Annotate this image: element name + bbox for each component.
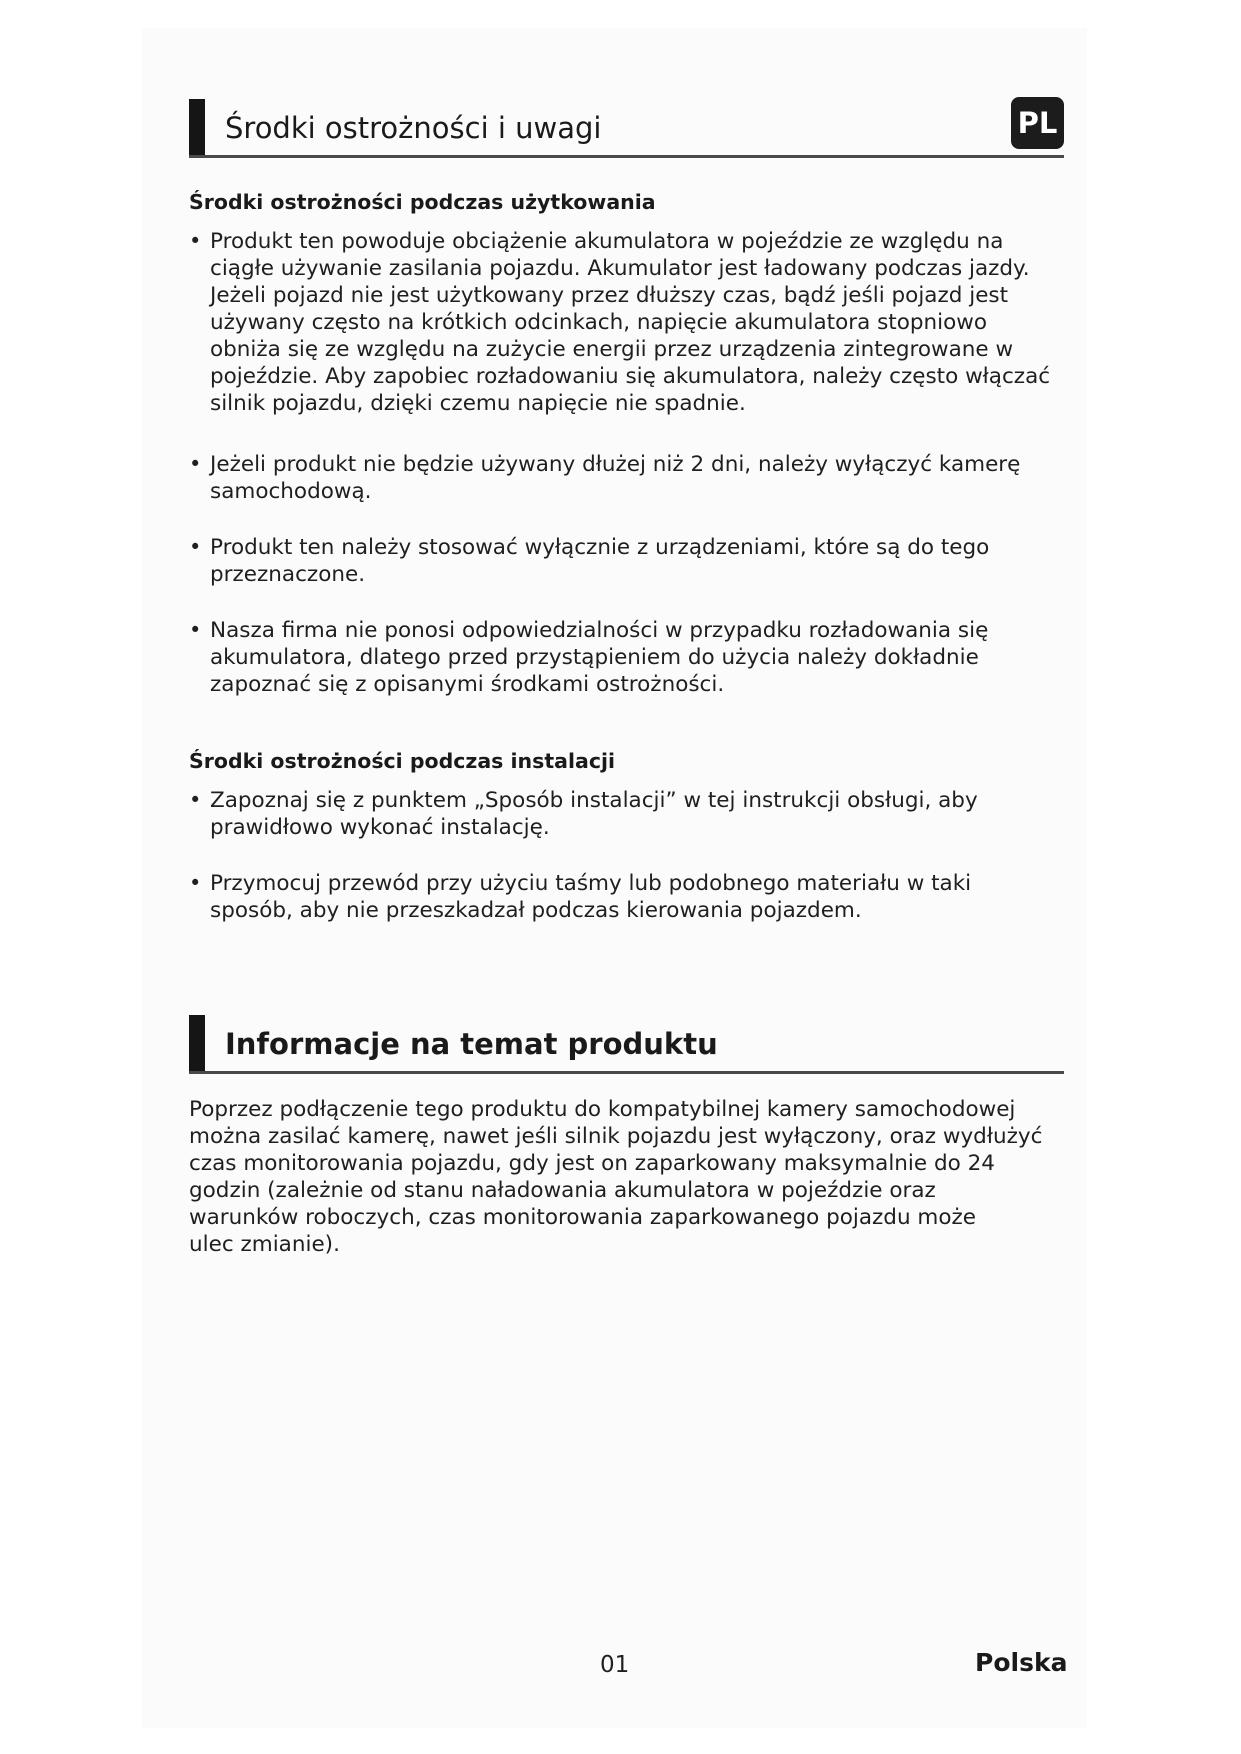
bullet-icon: • xyxy=(189,788,202,812)
list-item xyxy=(189,617,1069,698)
subheading-usage: Środki ostrożności podczas użytkowania xyxy=(189,190,656,214)
list-item xyxy=(189,228,1069,417)
bullet-icon: • xyxy=(189,452,202,476)
list-item xyxy=(189,451,1069,505)
language-badge: PL xyxy=(1011,97,1064,149)
product-info-paragraph: Poprzez podłączenie tego produktu do kompatybilnej kamery samochodowej można zasilać kamerę, nawet jeśli silnik pojazdu jest wyłączony, oraz wydłużyć czas monitorowania pojazdu, gdy jest on zaparkowany maksymalnie do 24 godzin (zależnie od stanu naładowania akumulatora w pojeździe oraz warunków roboczych, czas monitorowania zaparkowanego pojazdu może ulec zmianie). xyxy=(189,1097,1043,1257)
section-title: Środki ostrożności i uwagi xyxy=(225,111,602,145)
section-heading-product-info xyxy=(189,1015,1064,1074)
footer-language-label: Polska xyxy=(975,1648,1068,1677)
bullet-icon: • xyxy=(189,229,202,253)
list-item xyxy=(189,534,1069,588)
list-item-text: Nasza firma nie ponosi odpowiedzialności w przypadku rozładowania się akumulatora, dlatego przed przystąpieniem do użycia należy dokładnie zapoznać się z opisanymi środkami ostrożności. xyxy=(210,618,989,697)
section-title: Informacje na temat produktu xyxy=(225,1027,718,1061)
section-heading-precautions xyxy=(189,99,1064,158)
list-item-text: Przymocuj przewód przy użyciu taśmy lub podobnego materiału w taki sposób, aby nie przeszkadzał podczas kierowania pojazdem. xyxy=(210,871,972,923)
list-item-text: Produkt ten powoduje obciążenie akumulatora w pojeździe ze względu na ciągłe używanie zasilania pojazdu. Akumulator jest ładowany podczas jazdy. Jeżeli pojazd nie jest użytkowany przez dłuższy czas, bądź jeśli pojazd jest używany często na krótkich odcinkach, napięcie akumulatora stopniowo obniża się ze względu na zużycie energii przez urządzenia zintegrowane w pojeździe. Aby zapobiec rozładowaniu się akumulatora, należy często włączać silnik pojazdu, dzięki czemu napięcie nie spadnie. xyxy=(210,229,1051,416)
bullet-icon: • xyxy=(189,618,202,642)
list-item-text: Produkt ten należy stosować wyłącznie z urządzeniami, które są do tego przeznaczone. xyxy=(210,535,990,587)
heading-bar xyxy=(189,1015,205,1071)
list-item-text: Jeżeli produkt nie będzie używany dłużej niż 2 dni, należy wyłączyć kamerę samochodową. xyxy=(210,452,1021,504)
list-item xyxy=(189,870,1069,924)
page-number: 01 xyxy=(600,1652,630,1678)
list-item-text: Zapoznaj się z punktem „Sposób instalacji” w tej instrukcji obsługi, aby prawidłowo wykonać instalację. xyxy=(210,788,978,840)
subheading-installation: Środki ostrożności podczas instalacji xyxy=(189,749,616,773)
list-item xyxy=(189,787,1069,841)
bullet-icon: • xyxy=(189,535,202,559)
heading-bar xyxy=(189,99,205,155)
bullet-icon: • xyxy=(189,871,202,895)
